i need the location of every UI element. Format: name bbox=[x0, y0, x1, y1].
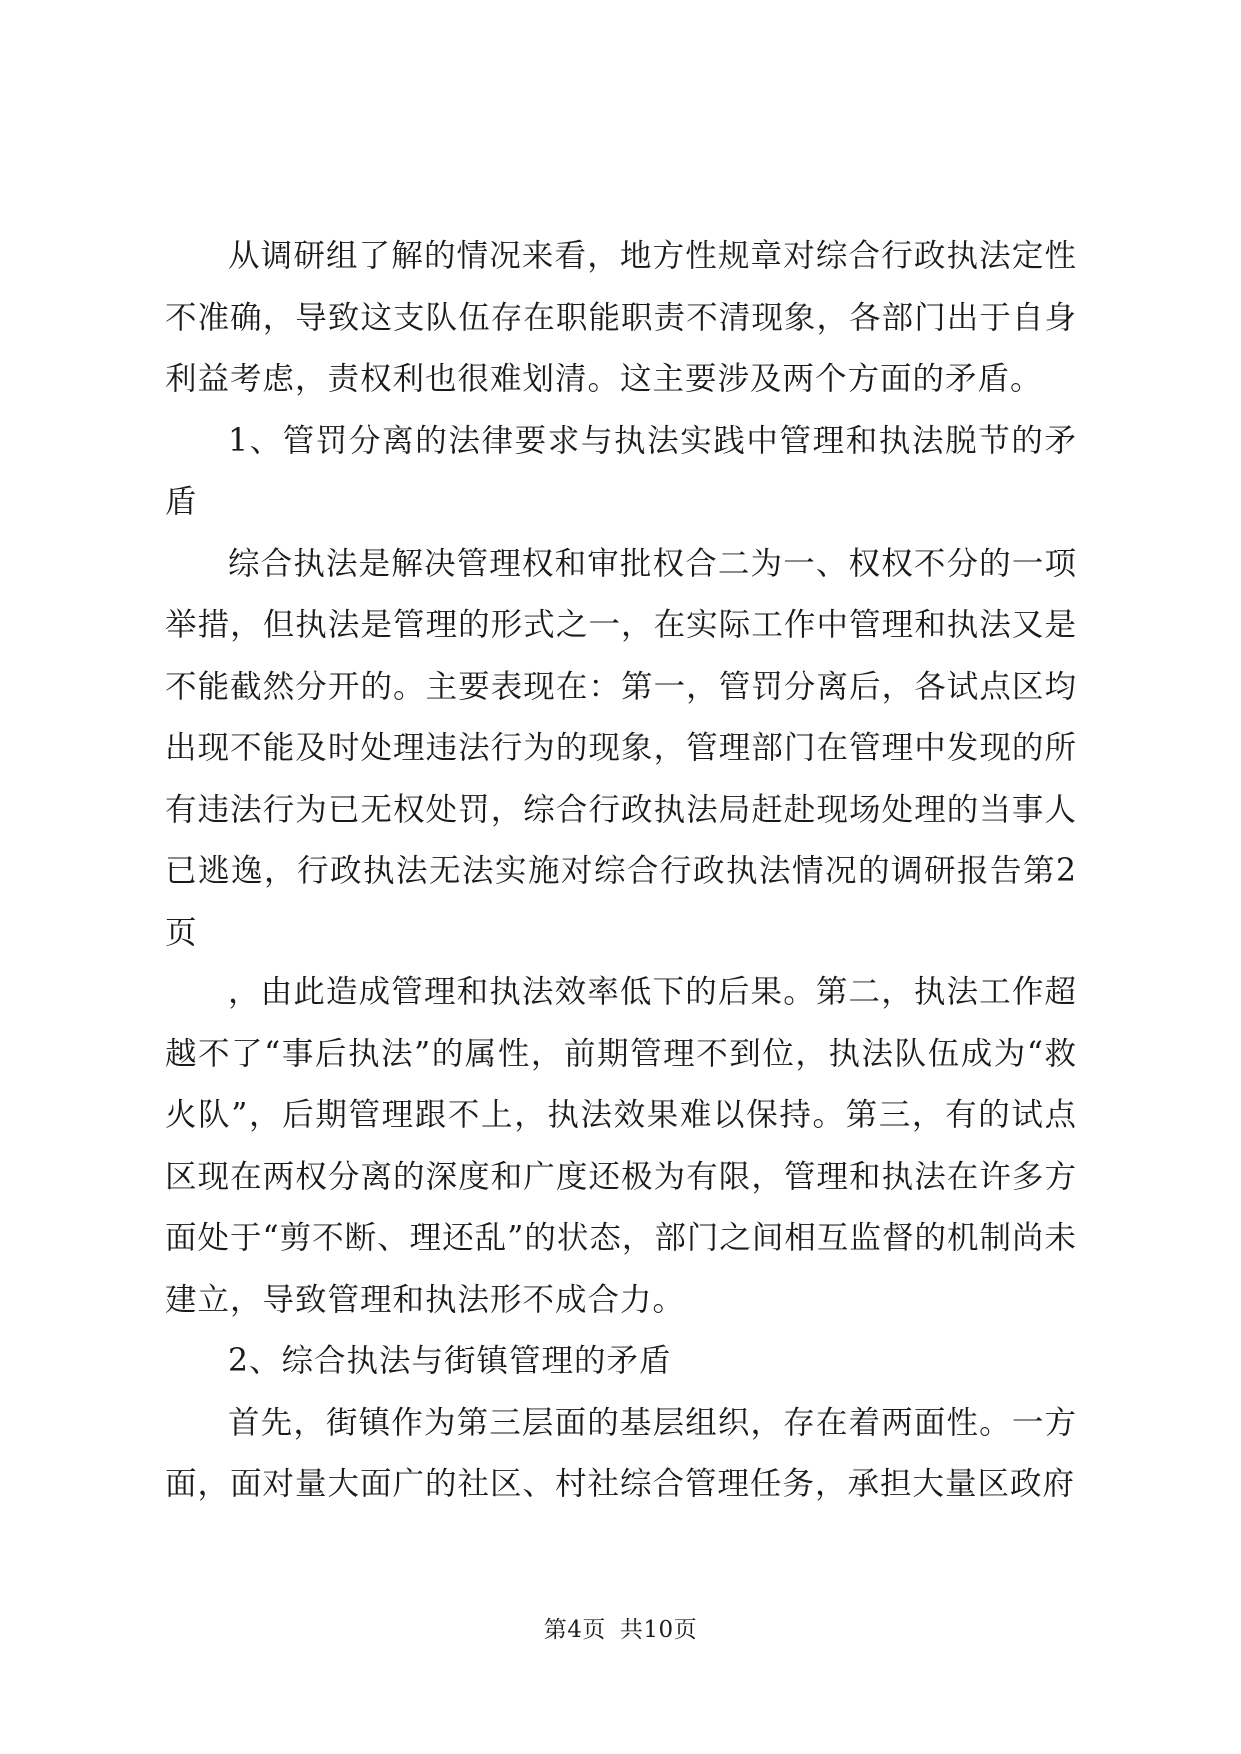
paragraph-section-1: 综合执法是解决管理权和审批权合二为一、权权不分的一项举措，但执法是管理的形式之一，在实际工作中管理和执法又是不能截然分开的。主要表现在：第一，管罚分离后，各试点区均出现不能及时处理违法行为的现象，管理部门在管理中发现的所有违法行为已无权处罚，综合行政执法局赶赴现场处理的当事人已逃逸，行政执法无法实施对综合行政执法情况的调研报告第2页 bbox=[165, 545, 1077, 951]
paragraph-intro: 从调研组了解的情况来看，地方性规章对综合行政执法定性不准确，导致这支队伍存在职能职责不清现象，各部门出于自身利益考虑，责权利也很难划清。这主要涉及两个方面的矛盾。 bbox=[165, 238, 1077, 397]
paragraph-section-2: 首先，街镇作为第三层面的基层组织，存在着两面性。一方面，面对量大面广的社区、村社综合管理任务，承担大量区政府 bbox=[165, 1404, 1077, 1502]
page-number-current: 第4页 bbox=[543, 1617, 606, 1643]
section-heading-1: 1、管罚分离的法律要求与执法实践中管理和执法脱节的矛盾 bbox=[165, 422, 1077, 520]
section-heading-2: 2、综合执法与街镇管理的矛盾 bbox=[228, 1343, 672, 1379]
paragraph-section-1-continued: ，由此造成管理和执法效率低下的后果。第二，执法工作超越不了“事后执法”的属性，前期管理不到位，执法队伍成为“救火队”，后期管理跟不上，执法效果难以保持。第三，有的试点区现在两权分离的深度和广度还极为有限，管理和执法在许多方面处于“剪不断、理还乱”的状态，部门之间相互监督的机制尚未建立，导致管理和执法形不成合力。 bbox=[165, 974, 1077, 1318]
page-footer bbox=[0, 1611, 1241, 1644]
document-body bbox=[165, 226, 1077, 1516]
page-number-total: 共10页 bbox=[619, 1617, 698, 1643]
